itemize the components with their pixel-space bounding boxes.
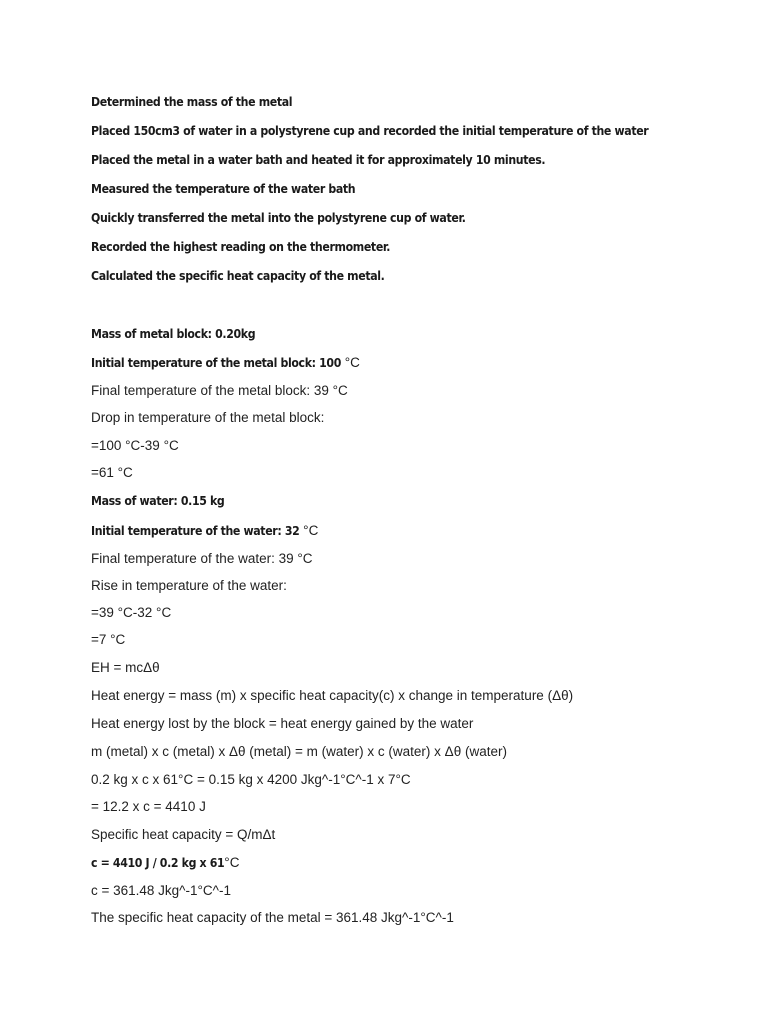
initial-temp-water-unit: °C [299,523,319,538]
heat-energy-definition: Heat energy = mass (m) x specific heat capacity(c) x change in temperature (Δθ) [91,688,574,703]
simplified-line: = 12.2 x c = 4410 J [91,799,206,814]
procedure-step-1: Determined the mass of the metal [91,95,293,109]
balance-formula-line: m (metal) x c (metal) x Δθ (metal) = m (water) x c (water) x Δθ (water) [91,744,507,759]
initial-temp-water-label: Initial temperature of the water: 32 [91,524,300,538]
heat-balance-statement: Heat energy lost by the block = heat energy gained by the water [91,716,474,731]
initial-temp-water-line [91,523,318,539]
initial-temp-metal-unit: °C [340,355,360,370]
drop-result-line: =61 °C [91,465,133,480]
rise-temp-label: Rise in temperature of the water: [91,578,287,593]
substitution-line: 0.2 kg x c x 61°C = 0.15 kg x 4200 Jkg^-1°C^-1 x 7°C [91,772,411,787]
procedure-step-6: Recorded the highest reading on the thermometer. [91,240,391,254]
mass-water-line: Mass of water: 0.15 kg [91,494,225,508]
shc-formula-line: Specific heat capacity = Q/mΔt [91,827,276,842]
drop-calc-line: =100 °C-39 °C [91,438,179,453]
procedure-step-5: Quickly transferred the metal into the polystyrene cup of water. [91,211,466,225]
procedure-step-7: Calculated the specific heat capacity of the metal. [91,269,385,283]
c-result-line: c = 361.48 Jkg^-1°C^-1 [91,883,232,898]
final-temp-metal-line: Final temperature of the metal block: 39 °C [91,383,348,398]
procedure-step-3: Placed the metal in a water bath and heated it for approximately 10 minutes. [91,153,546,167]
initial-temp-metal-label: Initial temperature of the metal block: 100 [91,356,341,370]
procedure-step-4: Measured the temperature of the water bath [91,182,356,196]
drop-temp-label: Drop in temperature of the metal block: [91,410,325,425]
eh-formula-line: EH = mcΔθ [91,660,160,675]
conclusion-line: The specific heat capacity of the metal = 361.48 Jkg^-1°C^-1 [91,910,454,925]
c-calc-label: c = 4410 J / 0.2 kg x 61 [91,856,225,870]
mass-metal-line: Mass of metal block: 0.20kg [91,327,256,341]
rise-calc-line: =39 °C-32 °C [91,605,172,620]
c-calc-line [91,855,239,871]
initial-temp-metal-line [91,355,360,371]
final-temp-water-line: Final temperature of the water: 39 °C [91,551,313,566]
procedure-step-2: Placed 150cm3 of water in a polystyrene cup and recorded the initial temperature of the water [91,124,649,138]
c-calc-unit: °C [224,855,240,870]
rise-result-line: =7 °C [91,632,126,647]
